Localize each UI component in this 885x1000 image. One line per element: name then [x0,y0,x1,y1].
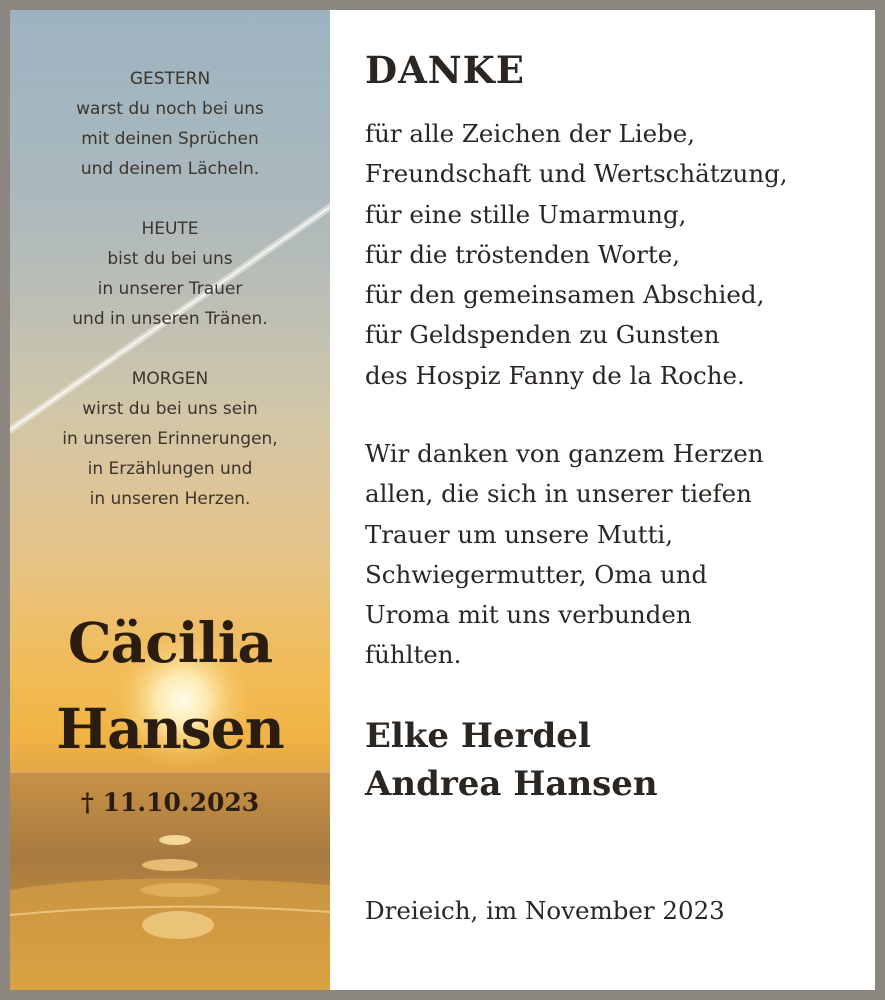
sunset-photo-panel [10,10,330,990]
signers [365,712,658,808]
deceased-last-name: Hansen [56,696,284,761]
poem-line: HEUTE [141,219,199,239]
poem-line: und in unseren Tränen. [72,309,268,329]
thanks-line: für Geldspenden zu Gunsten [365,320,720,350]
poem-stanza-gestern [10,64,330,184]
poem-line: warst du noch bei uns [76,99,264,119]
thanks-line: für den gemeinsamen Abschied, [365,280,765,310]
place-and-date: Dreieich, im November 2023 [365,896,725,925]
poem-line: in Erzählungen und [87,459,253,479]
poem-stanza-morgen [10,364,330,514]
poem-line: in unseren Herzen. [89,489,251,509]
poem-line: GESTERN [129,69,211,89]
thanks-list [365,114,788,396]
thanks-line: Freundschaft und Wertschätzung, [365,159,788,189]
page-title: DANKE [365,48,525,92]
poem-line: in unseren Erinnerungen, [62,429,278,449]
deceased-first-name: Cäcilia [67,610,273,675]
gratitude-paragraph [365,434,763,676]
thanks-line: für eine stille Umarmung, [365,199,687,229]
thanks-line: für die tröstenden Worte, [365,239,681,269]
poem-line: mit deinen Sprüchen [81,129,259,149]
poem-text [10,64,330,544]
gratitude-line: Uroma mit uns verbunden [365,600,692,630]
poem-line: in unserer Trauer [97,279,243,299]
signer-name: Elke Herdel [365,716,591,756]
signer-name: Andrea Hansen [365,764,658,804]
gratitude-line: fühlten. [365,640,462,670]
poem-line: bist du bei uns [107,249,233,269]
thanks-line: für alle Zeichen der Liebe, [365,119,696,148]
gratitude-line: Trauer um unsere Mutti, [365,519,674,549]
poem-line: und deinem Lächeln. [80,159,260,179]
poem-line: wirst du bei uns sein [82,399,258,419]
poem-line: MORGEN [131,369,209,389]
poem-stanza-heute [10,214,330,334]
death-date: † 11.10.2023 [80,788,260,817]
thanks-line: des Hospiz Fanny de la Roche. [365,360,745,390]
obituary-card [10,10,875,990]
gratitude-line: Schwiegermutter, Oma und [365,559,708,589]
gratitude-line: Wir danken von ganzem Herzen [365,439,764,468]
gratitude-line: allen, die sich in unserer tiefen [365,479,752,509]
